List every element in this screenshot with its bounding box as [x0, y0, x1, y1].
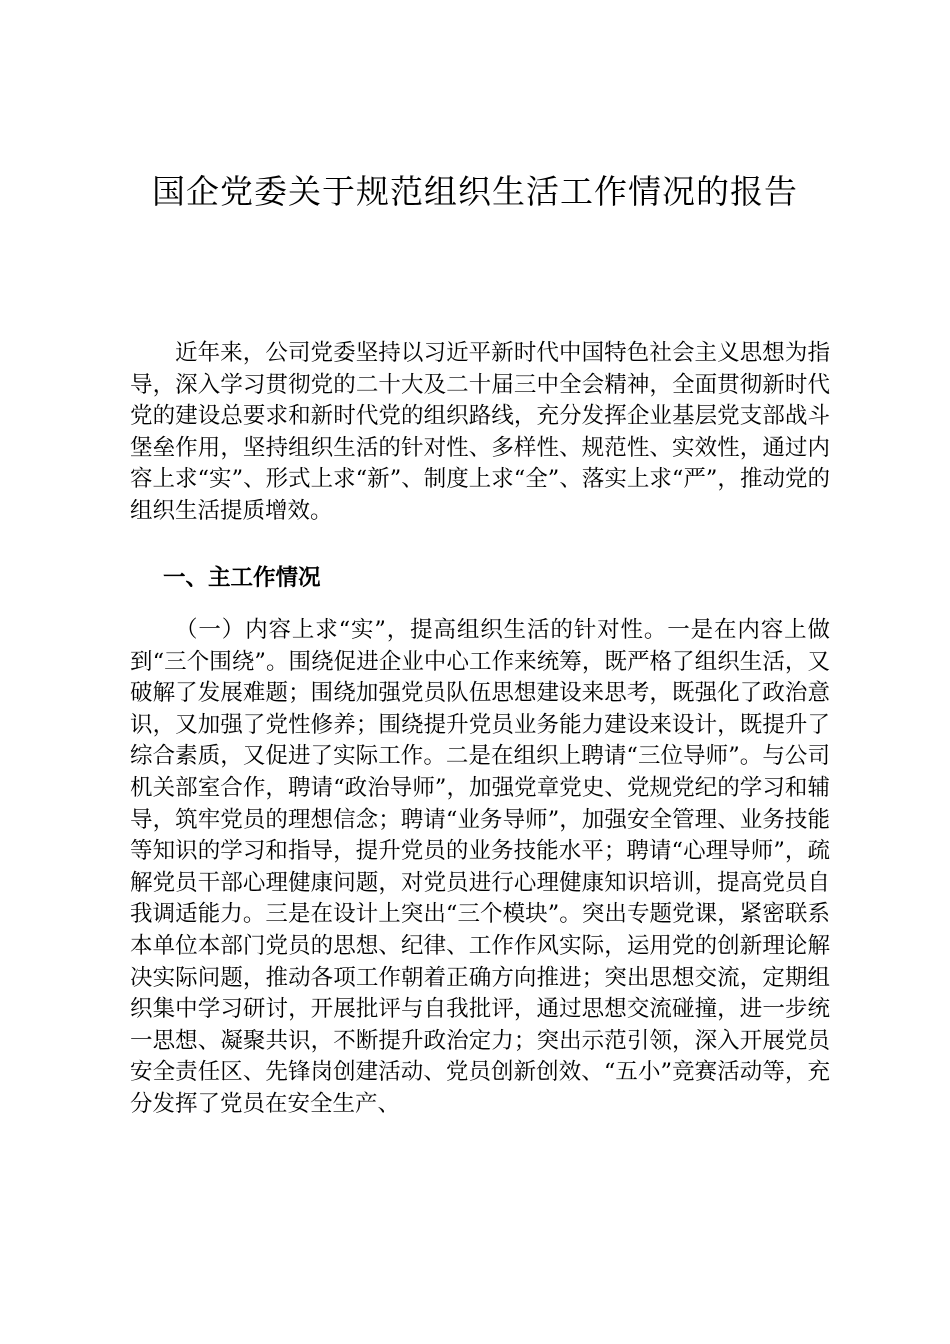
document-title: 国企党委关于规范组织生活工作情况的报告: [152, 172, 798, 211]
section-heading: 一、主工作情况: [163, 565, 321, 591]
body-paragraph: （一）内容上求“实”，提高组织生活的针对性。一是在内容上做到“三个围绕”。围绕促进企业中心工作来统筹，既严格了组织生活，又破解了发展难题；围绕加强党员队伍思想建设来思考，既强化了政治意识，又加强了党性修养；围绕提升党员业务能力建设来设计，既提升了综合素质，又促进了实际工作。二是在组织上聘请“三位导师”。与公司机关部室合作，聘请“政治导师”，加强党章党史、党规党纪的学习和辅导，筑牢党员的理想信念；聘请“业务导师”，加强安全管理、业务技能等知识的学习和指导，提升党员的业务技能水平；聘请“心理导师”，疏解党员干部心理健康问题，对党员进行心理健康知识培训，提高党员自我调适能力。三是在设计上突出“三个模块”。突出专题党课，紧密联系本单位本部门党员的思想、纪律、工作作风实际，运用党的创新理论解决实际问题，推动各项工作朝着正确方向推进；突出思想交流，定期组织集中学习研讨，开展批评与自我批评，通过思想交流碰撞，进一步统一思想、凝聚共识，不断提升政治定力；突出示范引领，深入开展党员安全责任区、先锋岗创建活动、党员创新创效、“五小”竞赛活动等，充分发挥了党员在安全生产、: [130, 617, 830, 1117]
intro-paragraph: 近年来，公司党委坚持以习近平新时代中国特色社会主义思想为指导，深入学习贯彻党的二十大及二十届三中全会精神，全面贯彻新时代党的建设总要求和新时代党的组织路线，充分发挥企业基层党支部战斗堡垒作用，坚持组织生活的针对性、多样性、规范性、实效性，通过内容上求“实”、形式上求“新”、制度上求“全”、落实上求“严”，推动党的组织生活提质增效。: [130, 340, 830, 524]
